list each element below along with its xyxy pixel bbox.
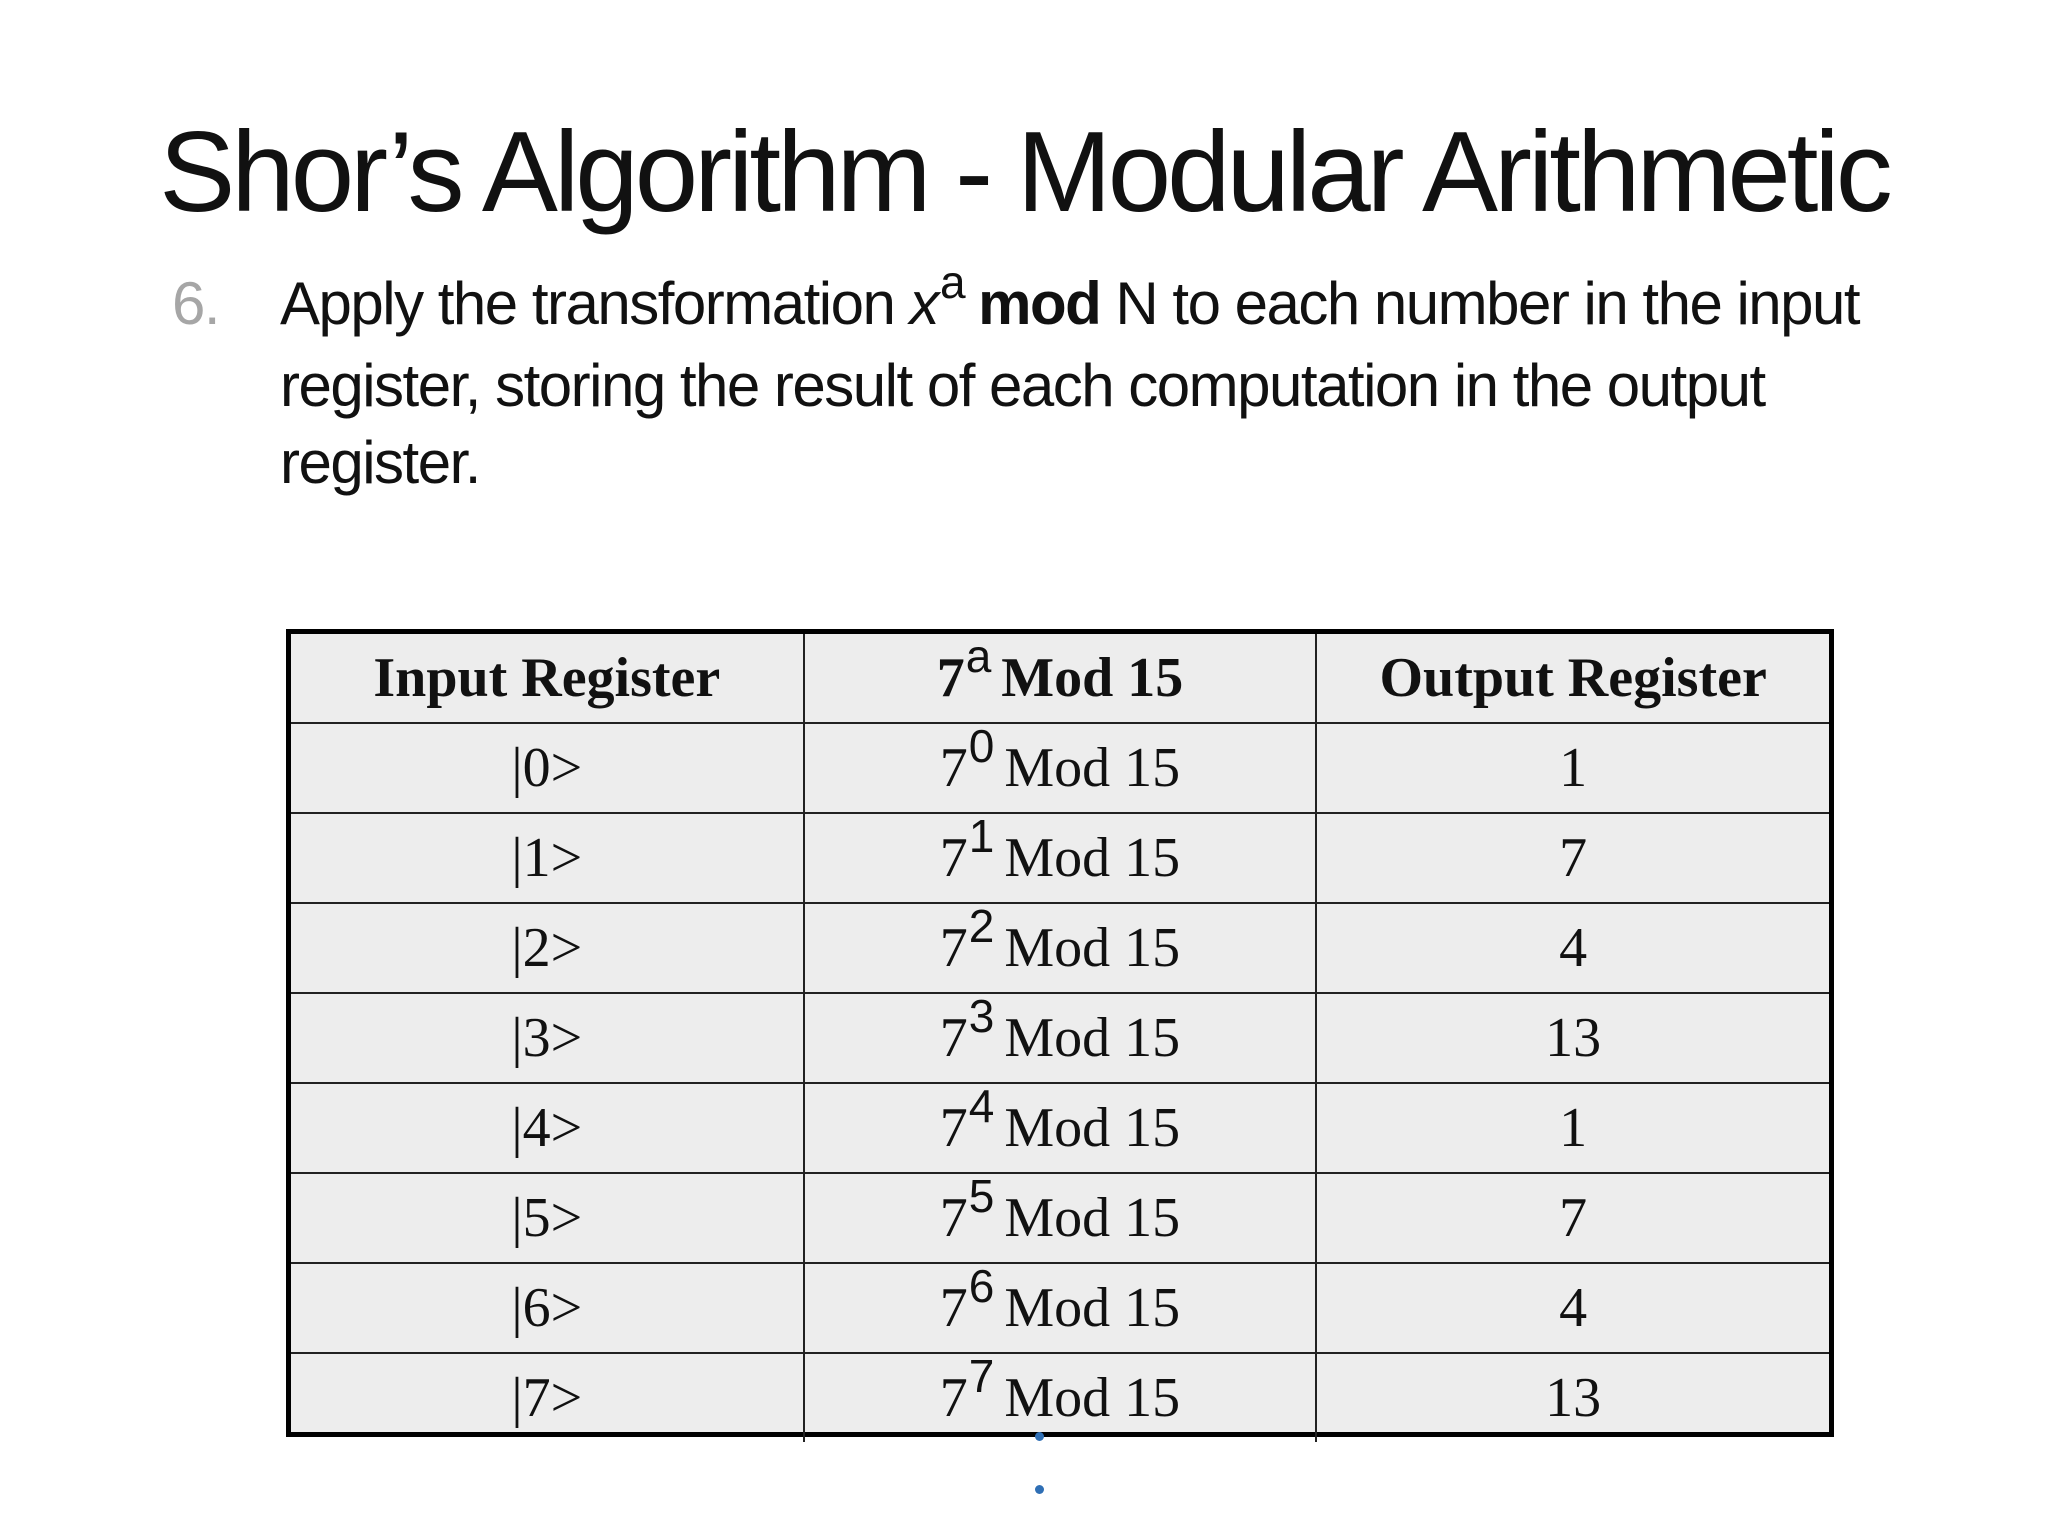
data-table	[291, 630, 1829, 1442]
modular-arithmetic-table	[286, 629, 1834, 1437]
table-header-row	[291, 634, 1829, 723]
output-register-cell	[1316, 993, 1829, 1083]
table-row	[291, 1263, 1829, 1353]
table-row	[291, 1173, 1829, 1263]
output-register-cell	[1316, 903, 1829, 993]
mod-text: Mod 15	[1004, 1097, 1181, 1159]
mod-text: Mod 15	[1004, 1277, 1181, 1339]
header-text: Mod 15	[1001, 647, 1184, 709]
output-value: 13	[1545, 1007, 1602, 1069]
input-register-cell	[291, 993, 804, 1083]
table-row	[291, 813, 1829, 903]
input-register-cell	[291, 1083, 804, 1173]
slide-title: Shor’s Algorithm - Modular Arithmetic	[159, 109, 1889, 236]
output-register-cell	[1316, 1263, 1829, 1353]
output-value: 7	[1559, 827, 1588, 889]
output-register-cell	[1316, 1083, 1829, 1173]
header-power-mod	[804, 630, 1317, 723]
mod-text: Mod 15	[1004, 827, 1181, 889]
output-value: 4	[1559, 1277, 1588, 1339]
power-base: 7	[939, 827, 968, 889]
power-base: 7	[939, 1097, 968, 1159]
header-text: Output Register	[1379, 647, 1767, 709]
input-state: |6>	[511, 1277, 583, 1339]
bullet-text-before: Apply the transformation	[280, 270, 910, 337]
header-input-register	[291, 634, 804, 723]
table-row	[291, 723, 1829, 813]
table-row	[291, 1353, 1829, 1442]
power-mod-cell	[804, 1080, 1317, 1173]
power-mod-cell	[804, 810, 1317, 903]
input-state: |7>	[511, 1367, 583, 1429]
header-output-register	[1316, 634, 1829, 723]
power-exponent: 2	[968, 900, 995, 952]
input-state: |4>	[511, 1097, 583, 1159]
power-mod-cell	[804, 1350, 1317, 1442]
input-register-cell	[291, 1173, 804, 1263]
table-body	[291, 720, 1829, 1442]
power-base: 7	[939, 1367, 968, 1429]
power-base: 7	[939, 737, 968, 799]
input-register-cell	[291, 1353, 804, 1442]
output-value: 1	[1559, 1097, 1588, 1159]
power-mod-cell	[804, 1170, 1317, 1263]
power-mod-cell	[804, 1260, 1317, 1353]
vertical-ellipsis-icon	[1035, 1485, 1044, 1494]
power-base: 7	[939, 1277, 968, 1339]
power-mod-cell	[804, 900, 1317, 993]
output-register-cell	[1316, 1173, 1829, 1263]
power-exponent: 1	[968, 810, 995, 862]
input-register-cell	[291, 813, 804, 903]
power-exponent: 3	[968, 990, 995, 1042]
bullet-number: 6.	[172, 270, 220, 337]
bullet-operator: mod	[978, 270, 1101, 337]
input-state: |0>	[511, 737, 583, 799]
header-base: 7	[936, 647, 965, 709]
bullet-variable: x	[909, 270, 939, 337]
power-mod-cell	[804, 720, 1317, 813]
mod-text: Mod 15	[1004, 737, 1181, 799]
header-text: Input Register	[373, 647, 721, 709]
output-register-cell	[1316, 813, 1829, 903]
output-value: 7	[1559, 1187, 1588, 1249]
header-exponent: a	[965, 630, 992, 682]
power-mod-cell	[804, 990, 1317, 1083]
bullet-text-after: N to each number in the input register, storing the result of each computation in the output register.	[280, 270, 1860, 496]
vertical-ellipsis-icon	[1035, 1432, 1044, 1441]
power-exponent: 0	[968, 720, 995, 772]
output-register-cell	[1316, 1353, 1829, 1442]
bullet-text	[280, 256, 1892, 501]
output-value: 4	[1559, 917, 1588, 979]
input-register-cell	[291, 903, 804, 993]
table-row	[291, 903, 1829, 993]
input-state: |5>	[511, 1187, 583, 1249]
power-base: 7	[939, 1187, 968, 1249]
output-value: 13	[1545, 1367, 1602, 1429]
power-base: 7	[939, 917, 968, 979]
input-register-cell	[291, 723, 804, 813]
power-exponent: 5	[968, 1170, 995, 1222]
power-base: 7	[939, 1007, 968, 1069]
mod-text: Mod 15	[1004, 917, 1181, 979]
table-row	[291, 1083, 1829, 1173]
table-row	[291, 993, 1829, 1083]
output-value: 1	[1559, 737, 1588, 799]
input-register-cell	[291, 1263, 804, 1353]
power-exponent: 7	[968, 1350, 995, 1402]
output-register-cell	[1316, 723, 1829, 813]
input-state: |2>	[511, 917, 583, 979]
input-state: |1>	[511, 827, 583, 889]
power-exponent: 6	[968, 1260, 995, 1312]
bullet-exponent: a	[940, 256, 965, 308]
power-exponent: 4	[968, 1080, 995, 1132]
mod-text: Mod 15	[1004, 1187, 1181, 1249]
mod-text: Mod 15	[1004, 1367, 1181, 1429]
input-state: |3>	[511, 1007, 583, 1069]
mod-text: Mod 15	[1004, 1007, 1181, 1069]
